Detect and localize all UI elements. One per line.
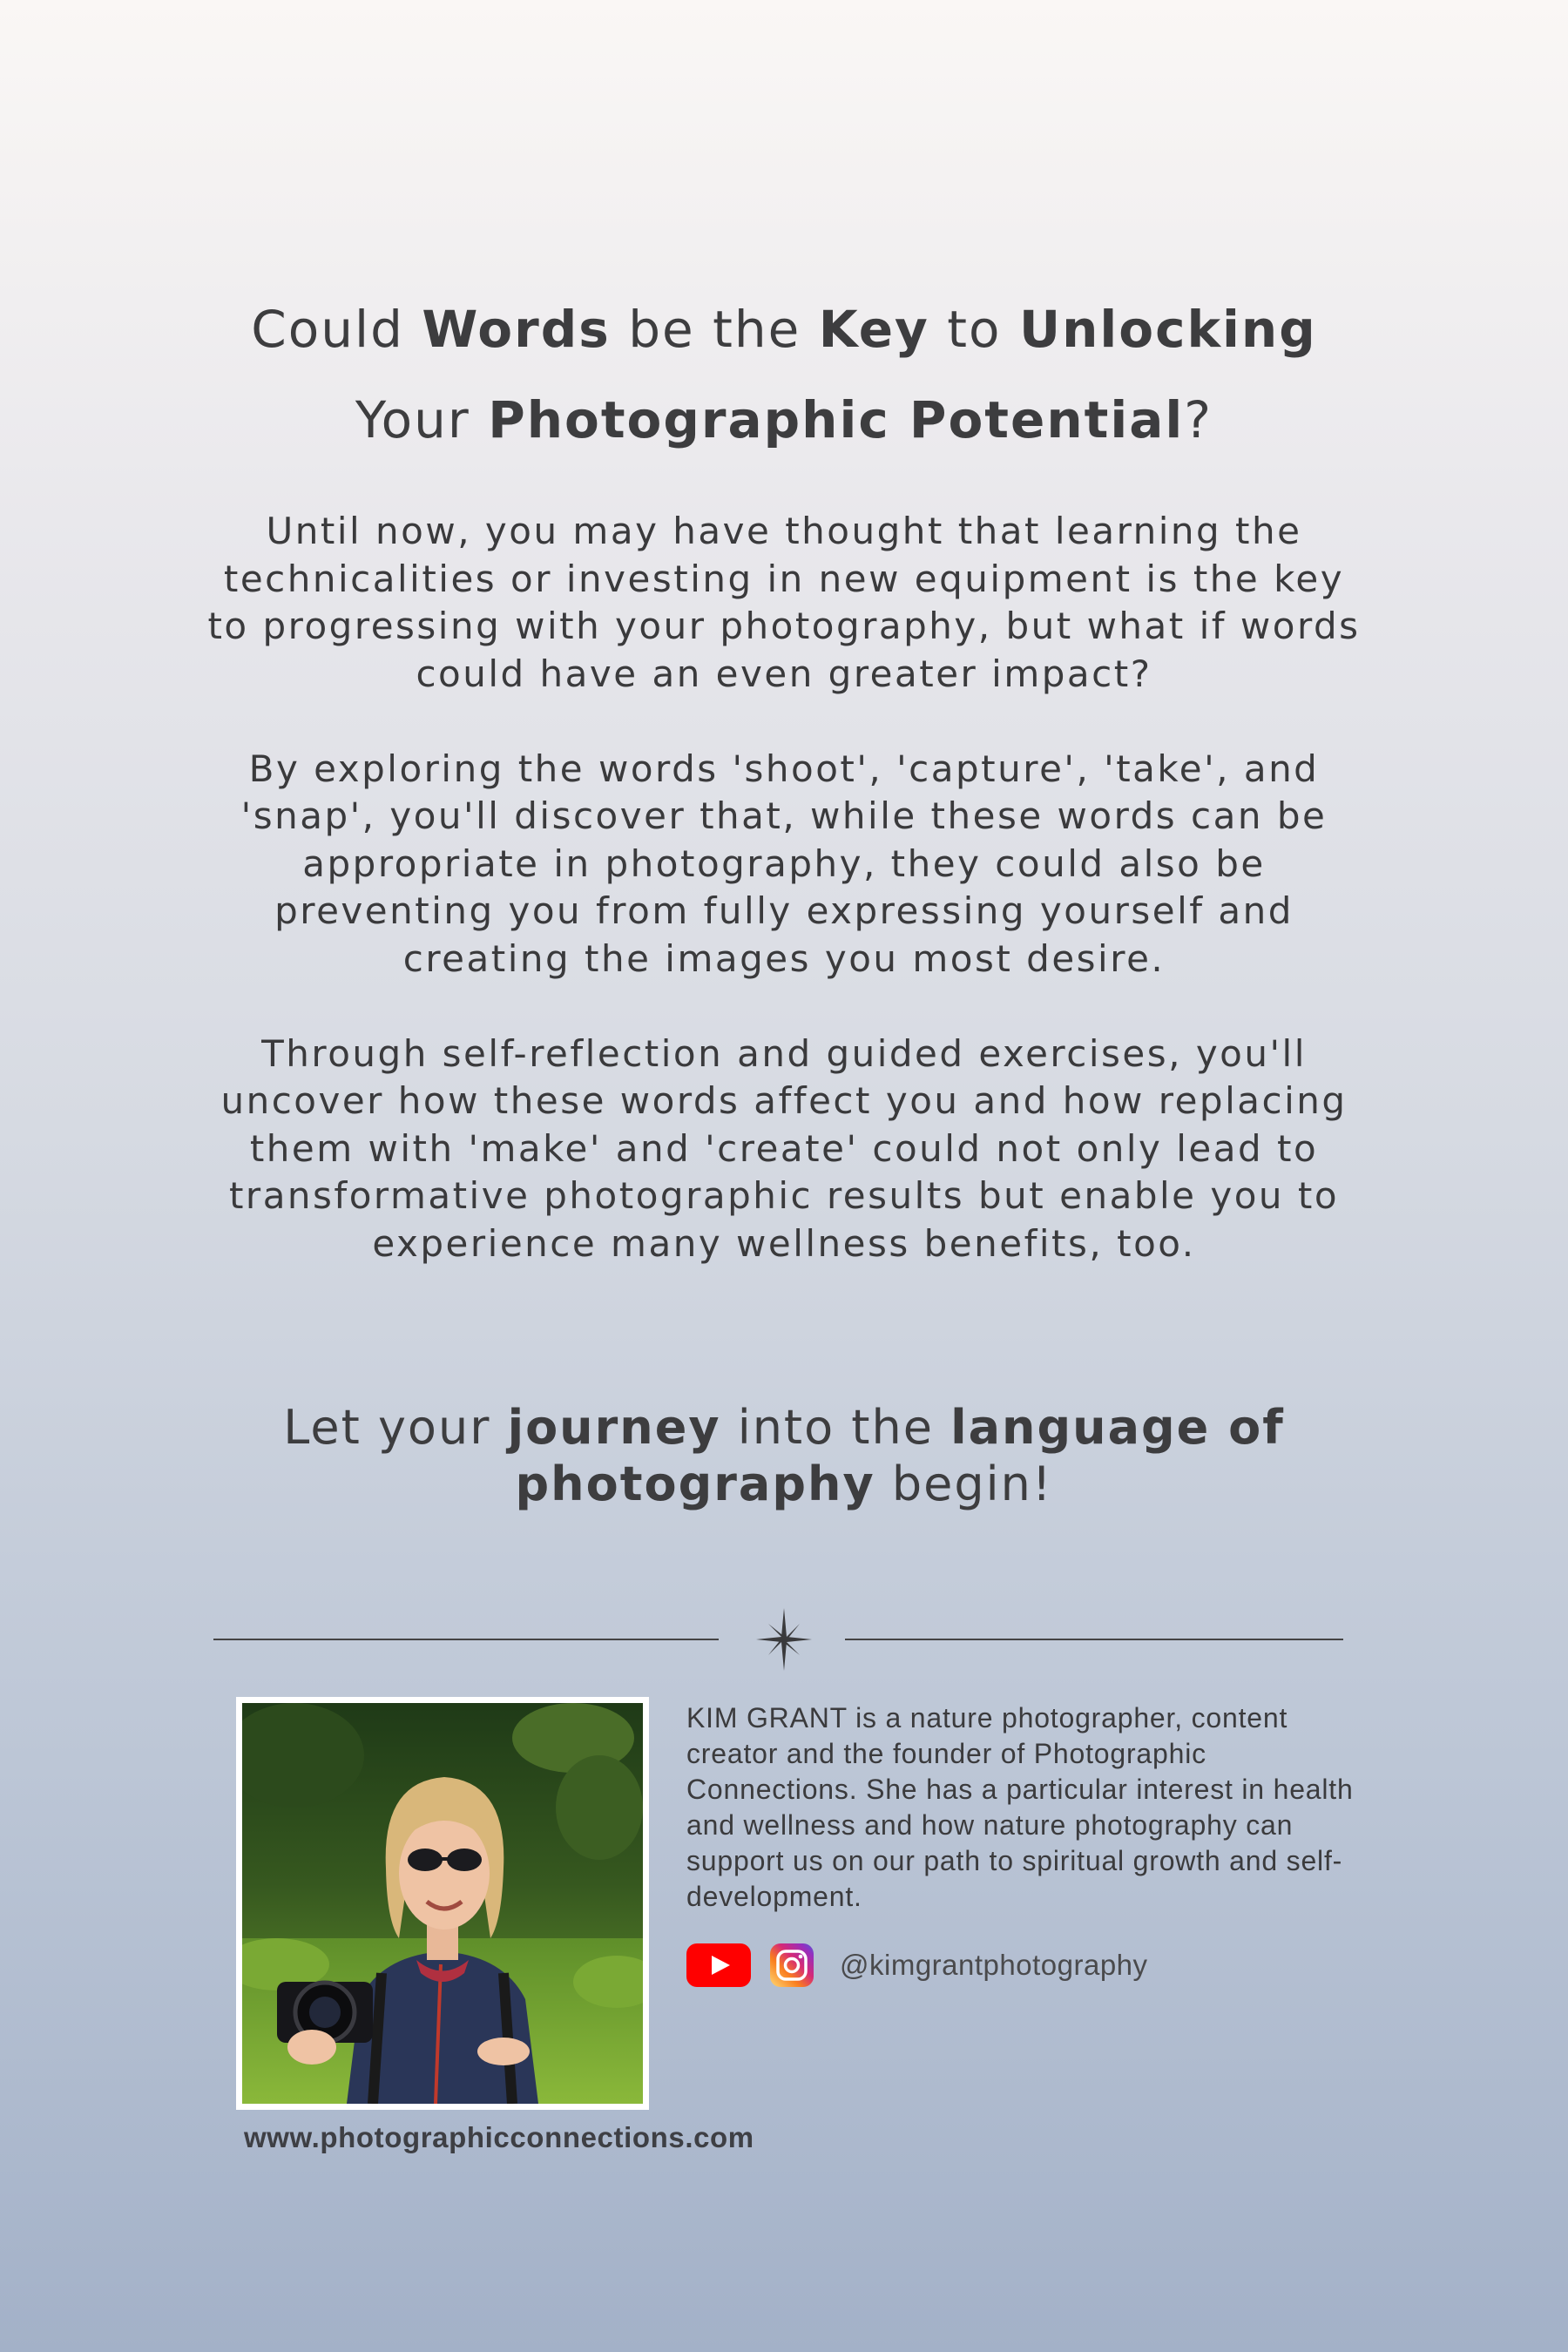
headline-text: ? bbox=[1184, 390, 1213, 449]
blurb-paragraph-2: By exploring the words 'shoot', 'capture', 'take', and 'snap', you'll discover that, while these words can be appropriate in photography, they could also be preventing you from fully expressing yourself and creating the images you most desire. bbox=[240, 747, 1328, 980]
headline-bold: Key bbox=[818, 300, 929, 359]
headline-text: Your bbox=[355, 390, 489, 449]
youtube-icon[interactable] bbox=[686, 1943, 751, 1987]
headline bbox=[174, 284, 1394, 465]
social-links bbox=[686, 1941, 1148, 1990]
blurb bbox=[200, 508, 1368, 1315]
tagline-bold: journey bbox=[507, 1400, 721, 1455]
blurb-paragraph-3: Through self-reflection and guided exercises, you'll uncover how these words affect you and how replacing them with 'make' and 'create' could not only lead to transformative photographic results but enable you to experience many wellness benefits, too. bbox=[220, 1031, 1348, 1265]
headline-bold: Photographic Potential bbox=[488, 390, 1185, 449]
website-link[interactable]: www.photographicconnections.com bbox=[244, 2121, 754, 2153]
instagram-icon[interactable] bbox=[770, 1943, 814, 1987]
social-handle[interactable]: @kimgrantphotography bbox=[840, 1949, 1148, 1981]
tagline-text: Let your bbox=[283, 1400, 508, 1455]
sparkle-icon bbox=[756, 1608, 812, 1671]
tagline-bold: language of photography bbox=[515, 1400, 1285, 1511]
author-photo bbox=[236, 1697, 649, 2110]
headline-bold: Words bbox=[422, 300, 611, 359]
blurb-paragraph-1: Until now, you may have thought that learning the technicalities or investing in new equipment is the key to progressing with your photography, but what if words could have an even greater impact? bbox=[207, 510, 1361, 695]
author-portrait-illustration bbox=[242, 1703, 643, 2104]
tagline bbox=[174, 1399, 1394, 1512]
headline-bold: Unlocking bbox=[1018, 300, 1317, 359]
tagline-text: begin! bbox=[875, 1456, 1053, 1511]
headline-text: be the bbox=[610, 300, 819, 359]
headline-text: to bbox=[929, 300, 1019, 359]
divider-right bbox=[845, 1639, 1343, 1640]
author-bio: KIM GRANT is a nature photographer, content creator and the founder of Photographic Connections. She has a particular interest in health and wellness and how nature photography can support us on our path to spiritual growth and self-development. bbox=[686, 1702, 1354, 1912]
divider-left bbox=[213, 1639, 719, 1640]
headline-text: Could bbox=[251, 300, 422, 359]
tagline-text: into the bbox=[720, 1400, 951, 1455]
